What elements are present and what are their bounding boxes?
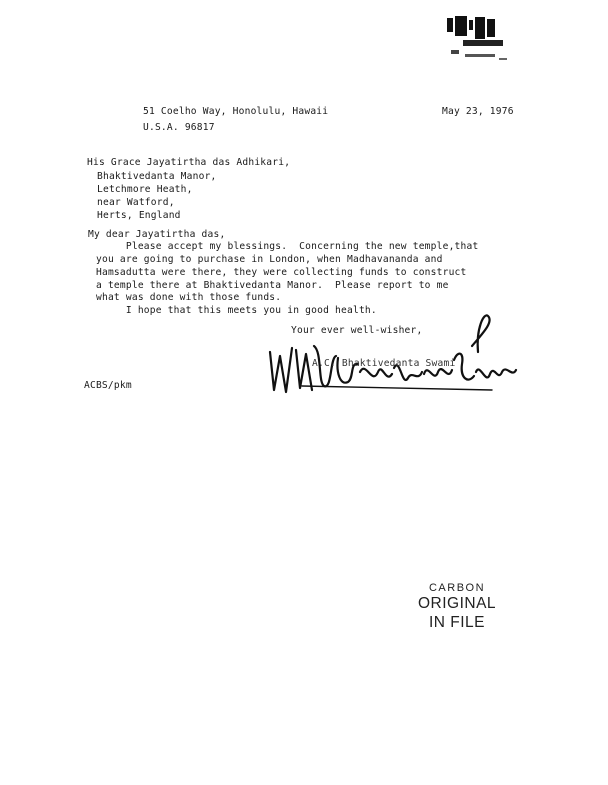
sender-address-line1: 51 Coelho Way, Honolulu, Hawaii [143,106,329,117]
letter-date: May 23, 1976 [442,106,514,117]
filing-stamp-mark [441,14,513,66]
body-line: Hamsadutta were there, they were collecting funds to construct [96,267,467,278]
stamp-line: ORIGINAL [417,595,497,612]
body-line: a temple there at Bhaktivedanta Manor. Please report to me [96,280,449,291]
body-line: I hope that this meets you in good health. [96,305,377,316]
recipient-line: Bhaktivedanta Manor, [97,171,217,182]
sender-address-line2: U.S.A. 96817 [143,122,215,133]
body-line: you are going to purchase in London, when Madhavananda and [96,254,443,265]
salutation: My dear Jayatirtha das, [88,229,226,240]
body-line: Please accept my blessings. Concerning the new temple,that [96,241,479,252]
stamp-line: IN FILE [428,614,486,631]
closing: Your ever well-wisher, [291,325,423,336]
recipient-line: Herts, England [97,210,181,221]
recipient-line: His Grace Jayatirtha das Adhikari, [87,157,291,168]
stamp-line: CARBON [428,582,486,594]
body-line: what was done with those funds. [96,292,282,303]
carbon-original-stamp [402,582,512,632]
typed-signature-name: A.C. Bhaktivedanta Swami [312,358,456,369]
reference-initials: ACBS/pkm [84,380,132,391]
recipient-line: Letchmore Heath, [97,184,193,195]
recipient-line: near Watford, [97,197,175,208]
